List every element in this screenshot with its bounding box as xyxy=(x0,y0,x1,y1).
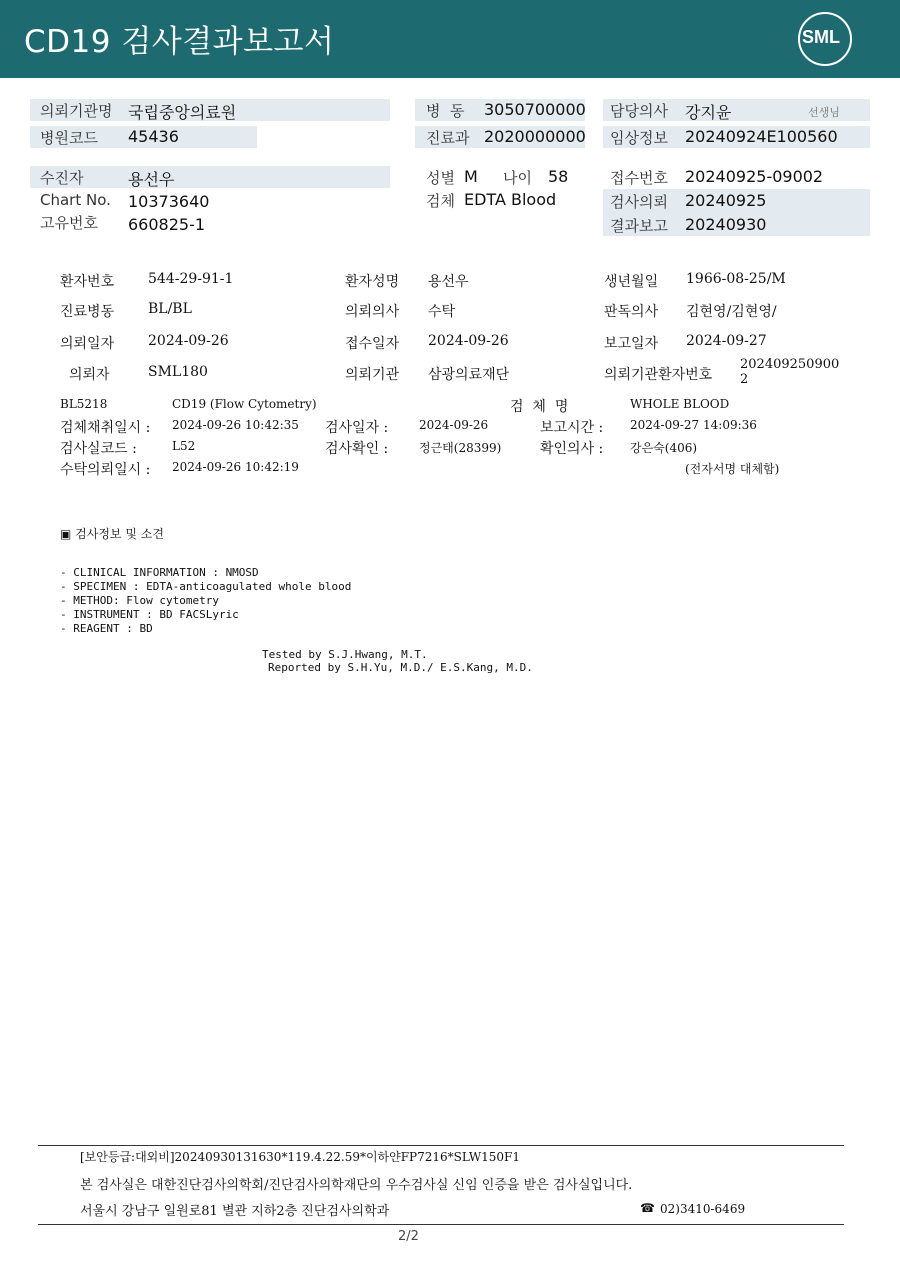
testdate-label: 검사일자 : xyxy=(325,420,389,436)
security-line: [보안등급:대외비]20240930131630*119.4.22.59*이하얀FP7216*SLW150F1 xyxy=(80,1150,521,1164)
hospcode-label: 병원코드 xyxy=(40,129,98,147)
labcode-value: L52 xyxy=(172,439,196,453)
test-name: CD19 (Flow Cytometry) xyxy=(172,397,317,411)
reqdate-value: 2024-09-26 xyxy=(148,333,229,349)
phone-number: 02)3410-6469 xyxy=(660,1202,746,1216)
specimen2-label: 검 체 명 xyxy=(510,399,569,415)
recdate-label: 접수일자 xyxy=(345,336,400,352)
doctor-value: 강지윤 xyxy=(685,103,732,122)
pid-label: 환자번호 xyxy=(60,274,115,290)
reqinst-pid-value-1: 202409250900 xyxy=(740,357,840,372)
collect-label: 검체채취일시 : xyxy=(60,420,151,436)
reqinst-pid-value-2: 2 xyxy=(740,372,749,387)
pname-value: 용선우 xyxy=(428,274,469,290)
confirm-label: 확인의사 : xyxy=(540,441,604,457)
footer-top-rule xyxy=(38,1145,844,1146)
patient-value: 용선우 xyxy=(128,170,175,189)
contract-label: 수탁의뢰일시 : xyxy=(60,462,151,478)
reqdoc-value: 수탁 xyxy=(428,304,456,320)
specimen-value: EDTA Blood xyxy=(464,190,557,209)
readdoc-label: 판독의사 xyxy=(604,304,659,320)
pid-value: 544-29-91-1 xyxy=(148,271,234,287)
findings-line: - REAGENT : BD xyxy=(60,622,153,635)
doctor-suffix: 선생님 xyxy=(808,106,840,119)
findings-line: - SPECIMEN : EDTA-anticoagulated whole blood xyxy=(60,580,352,593)
test-code: BL5218 xyxy=(60,397,108,411)
receipt-value: 20240925-09002 xyxy=(685,167,824,186)
findings-line: - METHOD: Flow cytometry xyxy=(60,594,219,607)
report-label: 결과보고 xyxy=(610,217,668,235)
testdate-value: 2024-09-26 xyxy=(419,418,489,432)
ward2-label: 진료병동 xyxy=(60,304,115,320)
hospital-value: 국립중앙의료원 xyxy=(128,103,237,122)
clinical-value: 20240924E100560 xyxy=(685,127,838,146)
tested-by: Tested by S.J.Hwang, M.T. xyxy=(262,648,428,661)
recdate-value: 2024-09-26 xyxy=(428,333,509,349)
reqinst-label: 의뢰기관 xyxy=(345,367,400,383)
collect-value: 2024-09-26 10:42:35 xyxy=(172,418,299,432)
confirm-value: 강은숙(406) xyxy=(630,441,698,455)
specimen-label: 검체 xyxy=(426,192,455,210)
address-line: 서울시 강남구 일원로81 별관 지하2층 진단검사의학과 xyxy=(80,1204,390,1219)
request-value: 20240925 xyxy=(685,191,767,210)
reqdate-label: 의뢰일자 xyxy=(60,336,115,352)
sex-value: M xyxy=(464,167,478,186)
page-number: 2/2 xyxy=(398,1229,419,1244)
certification-line: 본 검사실은 대한진단검사의학회/진단검사의학재단의 우수검사실 신임 인증을 받은 검사실입니다. xyxy=(80,1178,633,1193)
unique-label: 고유번호 xyxy=(40,214,98,232)
age-value: 58 xyxy=(548,167,569,186)
ward-label: 병 동 xyxy=(426,102,465,120)
phone-icon: ☎ xyxy=(640,1201,655,1215)
reqdoc-label: 의뢰의사 xyxy=(345,304,400,320)
clinical-label: 임상정보 xyxy=(610,129,668,147)
age-label: 나이 xyxy=(503,169,532,187)
footer-bottom-rule xyxy=(38,1224,844,1225)
doctor-label: 담당의사 xyxy=(610,102,668,120)
dept-value: 2020000000 xyxy=(484,127,586,146)
chart-value: 10373640 xyxy=(128,192,210,211)
labcode-label: 검사실코드 : xyxy=(60,441,137,457)
reqinst-value: 삼광의료재단 xyxy=(428,367,510,383)
patient-box xyxy=(30,166,390,188)
repdate-value: 2024-09-27 xyxy=(686,333,767,349)
report-value: 20240930 xyxy=(685,215,767,234)
repdate-label: 보고일자 xyxy=(604,336,659,352)
dob-label: 생년월일 xyxy=(604,274,659,290)
chart-label: Chart No. xyxy=(40,191,111,209)
checker-value: 정근태(28399) xyxy=(419,441,502,455)
reptime-value: 2024-09-27 14:09:36 xyxy=(630,418,757,432)
hospcode-value: 45436 xyxy=(128,127,179,146)
contract-value: 2024-09-26 10:42:19 xyxy=(172,460,299,474)
pname-label: 환자성명 xyxy=(345,274,400,290)
specimen2-value: WHOLE BLOOD xyxy=(630,397,730,411)
reqinst-pid-label: 의뢰기관환자번호 xyxy=(604,367,713,383)
findings-line: - CLINICAL INFORMATION : NMOSD xyxy=(60,566,259,579)
checker-label: 검사확인 : xyxy=(325,441,389,457)
report-title: CD19 검사결과보고서 xyxy=(24,24,335,60)
ward-value: 3050700000 xyxy=(484,100,586,119)
dob-value: 1966-08-25/M xyxy=(686,271,786,287)
reported-by: Reported by S.H.Yu, M.D./ E.S.Kang, M.D. xyxy=(268,661,533,674)
unique-value: 660825-1 xyxy=(128,215,206,234)
ward2-value: BL/BL xyxy=(148,301,192,317)
requester-value: SML180 xyxy=(148,364,208,380)
reptime-label: 보고시간 : xyxy=(540,420,604,436)
hospital-label: 의뢰기관명 xyxy=(40,102,113,120)
readdoc-value: 김현영/김현영/ xyxy=(686,304,777,320)
sex-label: 성별 xyxy=(426,169,455,187)
esign-note: (전자서명 대체함) xyxy=(685,462,780,476)
findings-title: ▣ 검사정보 및 소견 xyxy=(60,527,164,541)
requester-label: 의뢰자 xyxy=(69,367,110,383)
findings-list xyxy=(60,566,351,636)
request-label: 검사의뢰 xyxy=(610,193,668,211)
dept-label: 진료과 xyxy=(426,129,470,147)
findings-line: - INSTRUMENT : BD FACSLyric xyxy=(60,608,239,621)
receipt-label: 접수번호 xyxy=(610,169,668,187)
logo-text: SML xyxy=(802,27,840,47)
sml-logo xyxy=(798,12,852,66)
patient-label: 수진자 xyxy=(40,169,84,187)
